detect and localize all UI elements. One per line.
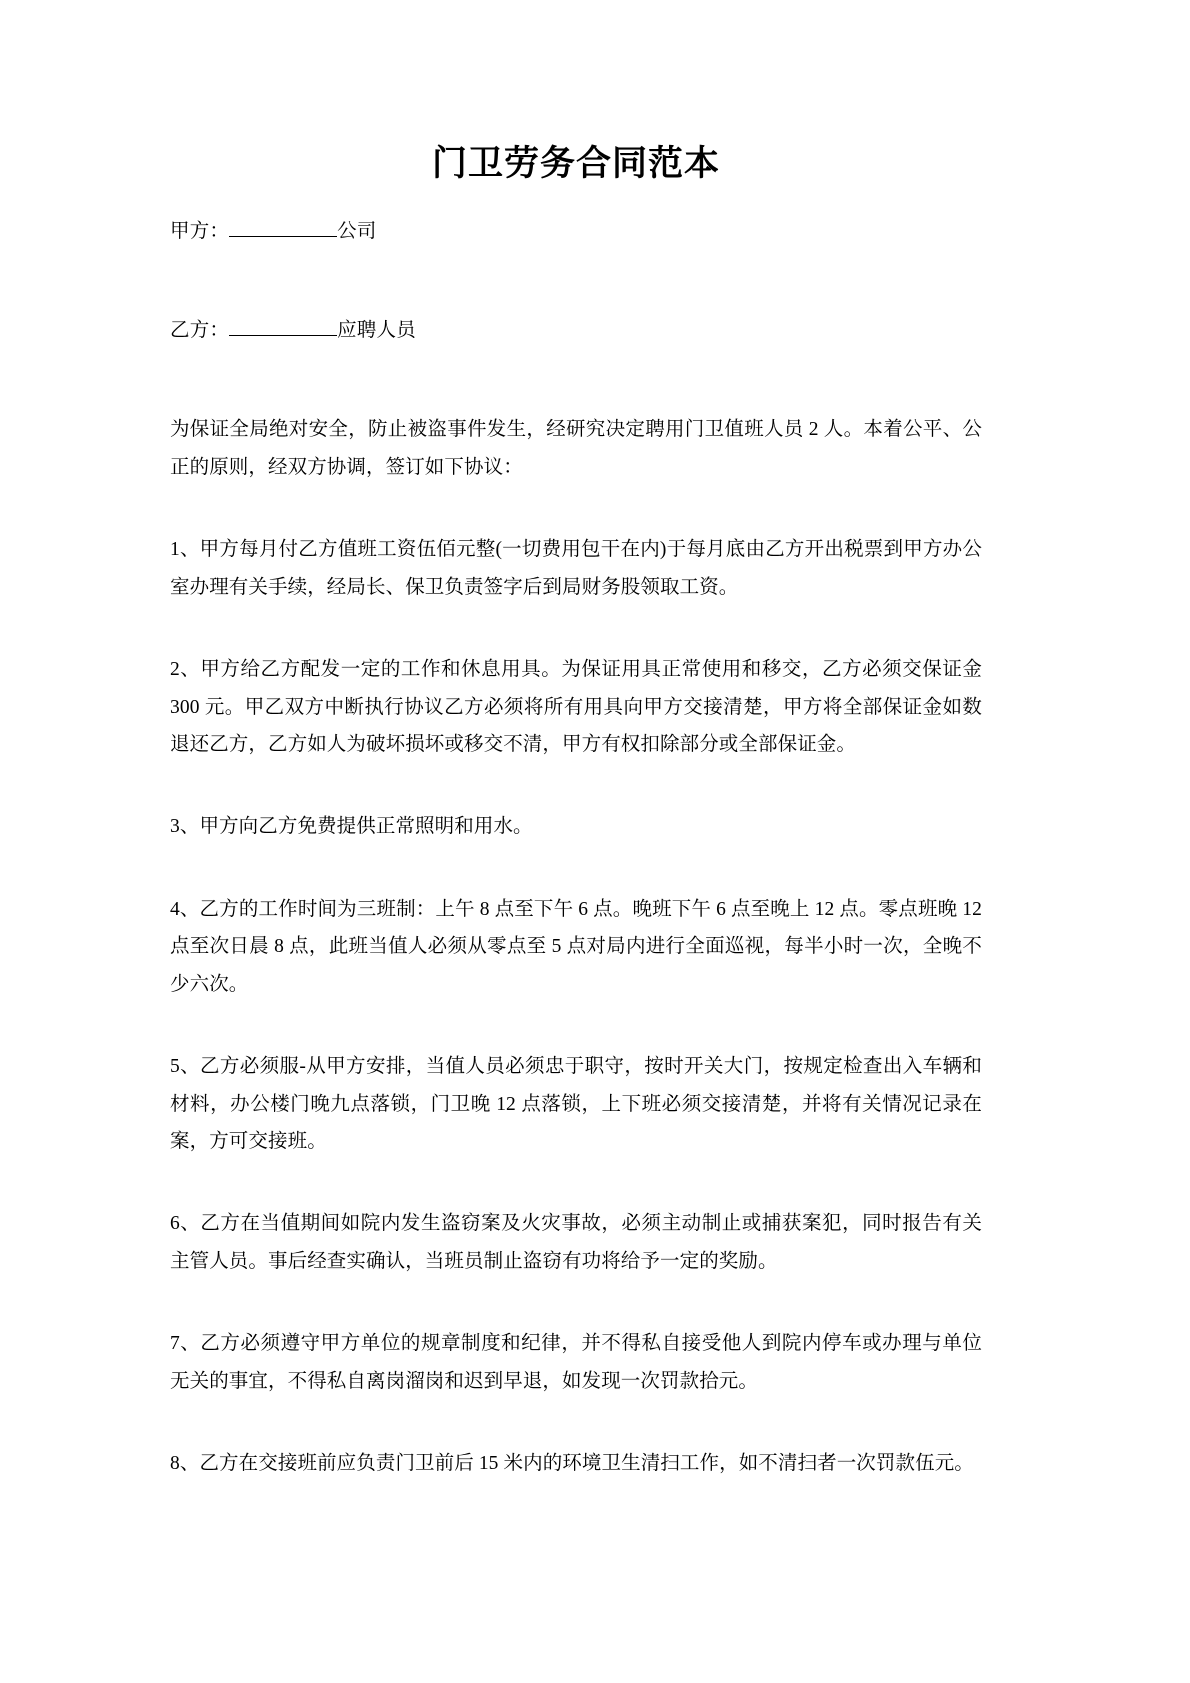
party-b-line: [170, 312, 982, 349]
clause-paragraph-1: 1、甲方每月付乙方值班工资伍佰元整(一切费用包干在内)于每月底由乙方开出税票到甲方办公室办理有关手续，经局长、保卫负责签字后到局财务股领取工资。: [170, 539, 982, 598]
party-b-blank-field[interactable]: [229, 321, 337, 336]
clause-paragraph-3: 3、甲方向乙方免费提供正常照明和用水。: [170, 816, 533, 838]
party-b-label: 乙方：: [170, 320, 230, 342]
document-content: [170, 140, 982, 1483]
page-title: 门卫劳务合同范本: [431, 144, 720, 183]
party-b-suffix: 应聘人员: [337, 320, 416, 342]
party-a-blank-field[interactable]: [229, 222, 337, 237]
clause-paragraph-8: 8、乙方在交接班前应负责门卫前后 15 米内的环境卫生清扫工作，如不清扫者一次罚款伍元。: [170, 1453, 974, 1475]
party-a-label: 甲方：: [170, 221, 230, 243]
clause-paragraph-7: 7、乙方必须遵守甲方单位的规章制度和纪律，并不得私自接受他人到院内停车或办理与单位无关的事宜，不得私自离岗溜岗和迟到早退，如发现一次罚款拾元。: [170, 1333, 982, 1392]
clause-paragraph-4: 4、乙方的工作时间为三班制：上午 8 点至下午 6 点。晚班下午 6 点至晚上 12 点。零点班晚 12 点至次日晨 8 点，此班当值人必须从零点至 5 点对局内进行全面巡视，每半小时一次，全晚不少六次。: [170, 898, 982, 995]
clause-paragraph-5: 5、乙方必须服-从甲方安排，当值人员必须忠于职守，按时开关大门，按规定检查出入车辆和材料，办公楼门晚九点落锁，门卫晚 12 点落锁，上下班必须交接清楚，并将有关情况记录在案，方可交接班。: [170, 1056, 982, 1153]
party-a-suffix: 公司: [337, 221, 377, 243]
clause-paragraph-6: 6、乙方在当值期间如院内发生盗窃案及火灾事故，必须主动制止或捕获案犯，同时报告有关主管人员。事后经查实确认，当班员制止盗窃有功将给予一定的奖励。: [170, 1213, 982, 1272]
preamble-paragraph: 为保证全局绝对安全，防止被盗事件发生，经研究决定聘用门卫值班人员 2 人。本着公平、公正的原则，经双方协调，签订如下协议：: [170, 419, 982, 478]
clause-paragraph-2: 2、甲方给乙方配发一定的工作和休息用具。为保证用具正常使用和移交，乙方必须交保证金 300 元。甲乙双方中断执行协议乙方必须将所有用具向甲方交接清楚，甲方将全部保证金如数退还乙方，乙方如人为破坏损坏或移交不清，甲方有权扣除部分或全部保证金。: [170, 659, 982, 755]
party-a-line: [170, 213, 982, 250]
